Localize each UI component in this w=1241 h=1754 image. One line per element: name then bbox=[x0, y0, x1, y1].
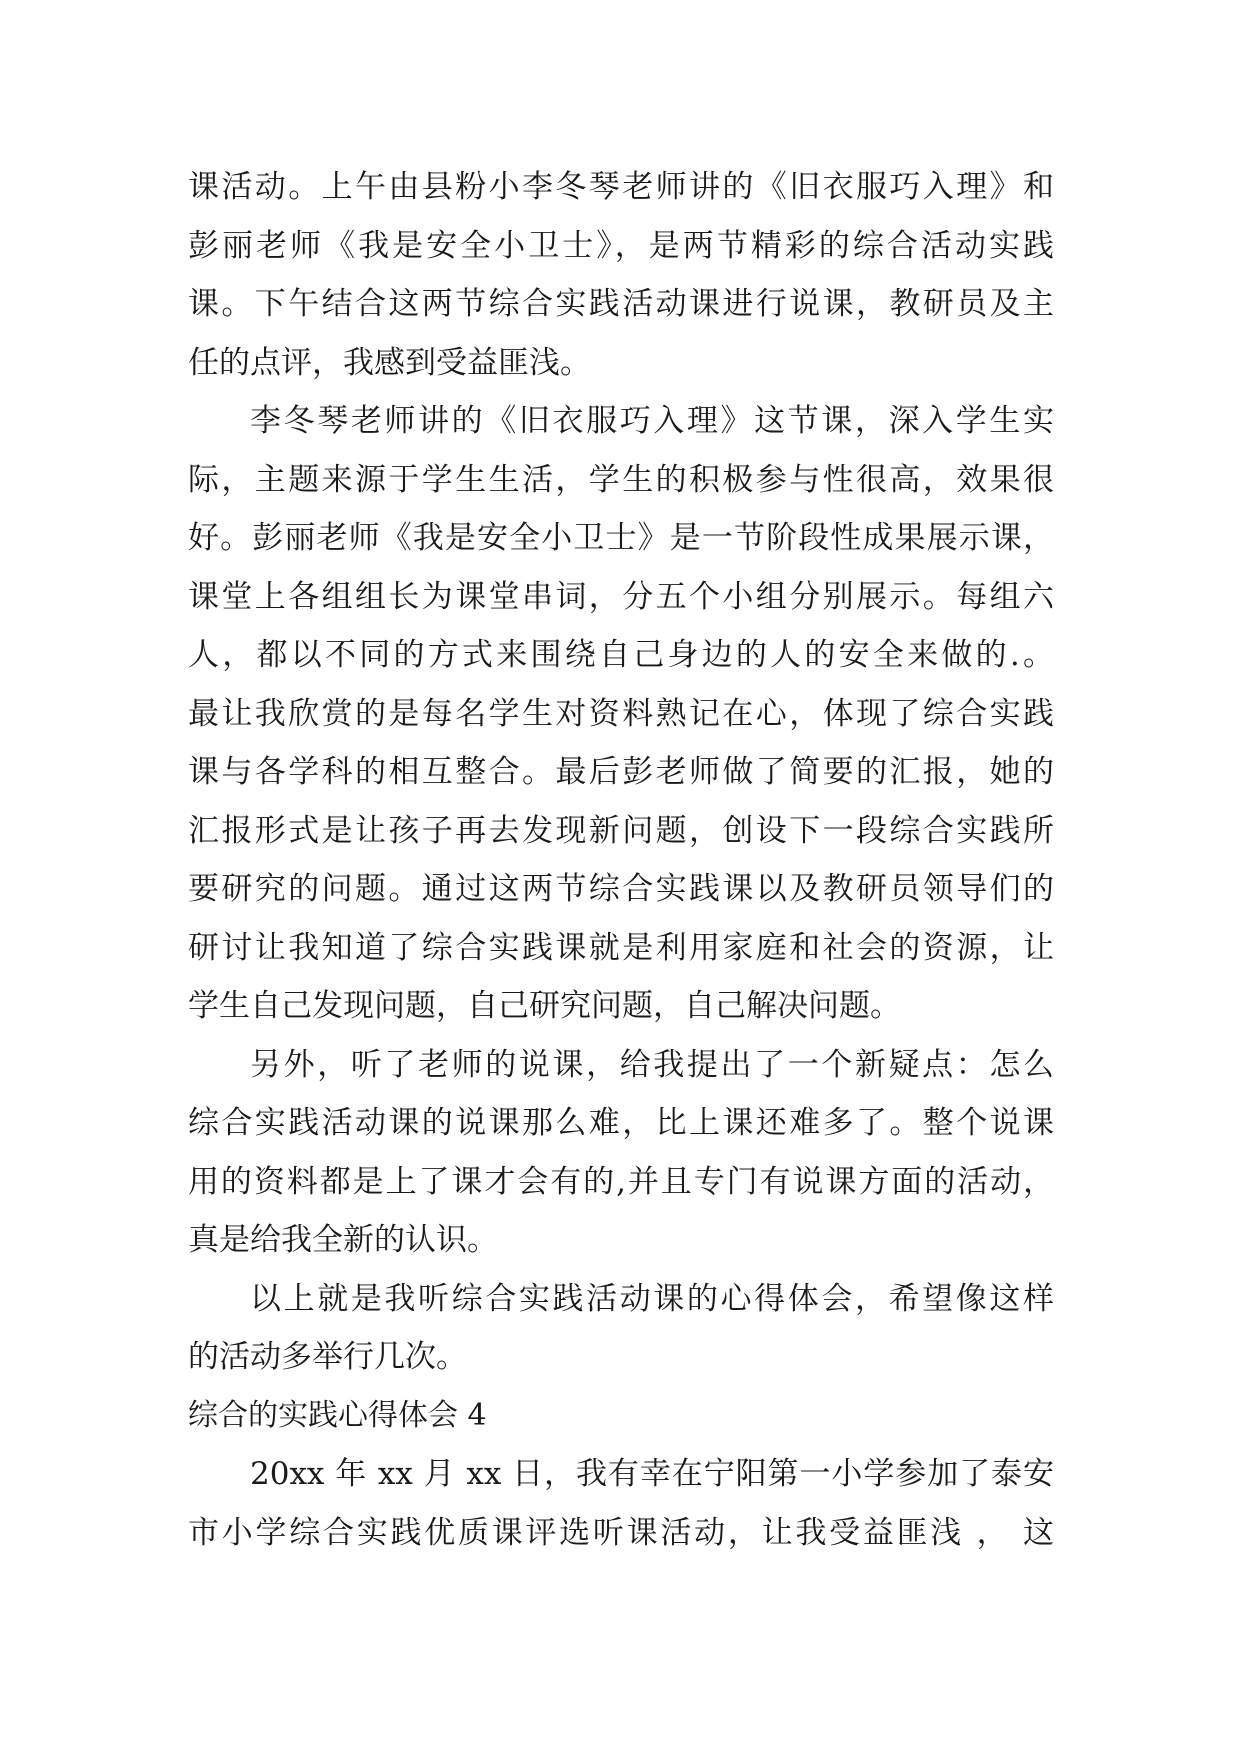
paragraph-line: 好。彭丽老师《我是安全小卫士》是一节阶段性成果展示课， bbox=[188, 520, 1054, 556]
paragraph-line: 课活动。上午由县粉小李冬琴老师讲的《旧衣服巧入理》和 bbox=[188, 169, 1054, 205]
paragraph-line: 最让我欣赏的是每名学生对资料熟记在心，体现了综合实践 bbox=[188, 695, 1054, 732]
paragraph-line: 用的资料都是上了课才会有的,并且专门有说课方面的活动， bbox=[188, 1163, 1054, 1200]
paragraph-line: 要研究的问题。通过这两节综合实践课以及教研员领导们的 bbox=[188, 871, 1054, 907]
section-heading: 综合的实践心得体会 4 bbox=[188, 1397, 487, 1433]
paragraph-line: 综合实践活动课的说课那么难，比上课还难多了。整个说课 bbox=[188, 1105, 1054, 1141]
paragraph-line: 市小学综合实践优质课评选听课活动，让我受益匪浅 ， 这 bbox=[188, 1514, 1054, 1551]
paragraph-line: 课与各学科的相互整合。最后彭老师做了简要的汇报，她的 bbox=[188, 754, 1054, 790]
paragraph-line: 任的点评，我感到受益匪浅。 bbox=[188, 344, 591, 381]
document-body bbox=[188, 158, 1054, 1562]
paragraph-line: 人，都以不同的方式来围绕自己身边的人的安全来做的.。 bbox=[188, 637, 1054, 673]
paragraph-line: 以上就是我听综合实践活动课的心得体会，希望像这样 bbox=[250, 1280, 1054, 1317]
paragraph-line: 课。下午结合这两节综合实践活动课进行说课，教研员及主 bbox=[188, 286, 1054, 322]
paragraph-line: 的活动多举行几次。 bbox=[188, 1339, 467, 1375]
paragraph-line: 际，主题来源于学生生活，学生的积极参与性很高，效果很 bbox=[188, 461, 1054, 498]
paragraph-line: 真是给我全新的认识。 bbox=[188, 1222, 498, 1258]
paragraph-line: 李冬琴老师讲的《旧衣服巧入理》这节课，深入学生实 bbox=[250, 403, 1054, 439]
paragraph-line: 学生自己发现问题，自己研究问题，自己解决问题。 bbox=[188, 988, 901, 1024]
paragraph-line: 彭丽老师《我是安全小卫士》，是两节精彩的综合活动实践 bbox=[188, 227, 1054, 264]
paragraph-line: 20xx 年 xx 月 xx 日，我有幸在宁阳第一小学参加了泰安 bbox=[250, 1456, 1054, 1492]
paragraph-line: 另外，听了老师的说课，给我提出了一个新疑点：怎么 bbox=[250, 1046, 1054, 1083]
paragraph-line: 汇报形式是让孩子再去发现新问题，创设下一段综合实践所 bbox=[188, 812, 1054, 849]
paragraph-line: 课堂上各组组长为课堂串词，分五个小组分别展示。每组六 bbox=[188, 578, 1054, 615]
paragraph-line: 研讨让我知道了综合实践课就是利用家庭和社会的资源，让 bbox=[188, 929, 1054, 966]
